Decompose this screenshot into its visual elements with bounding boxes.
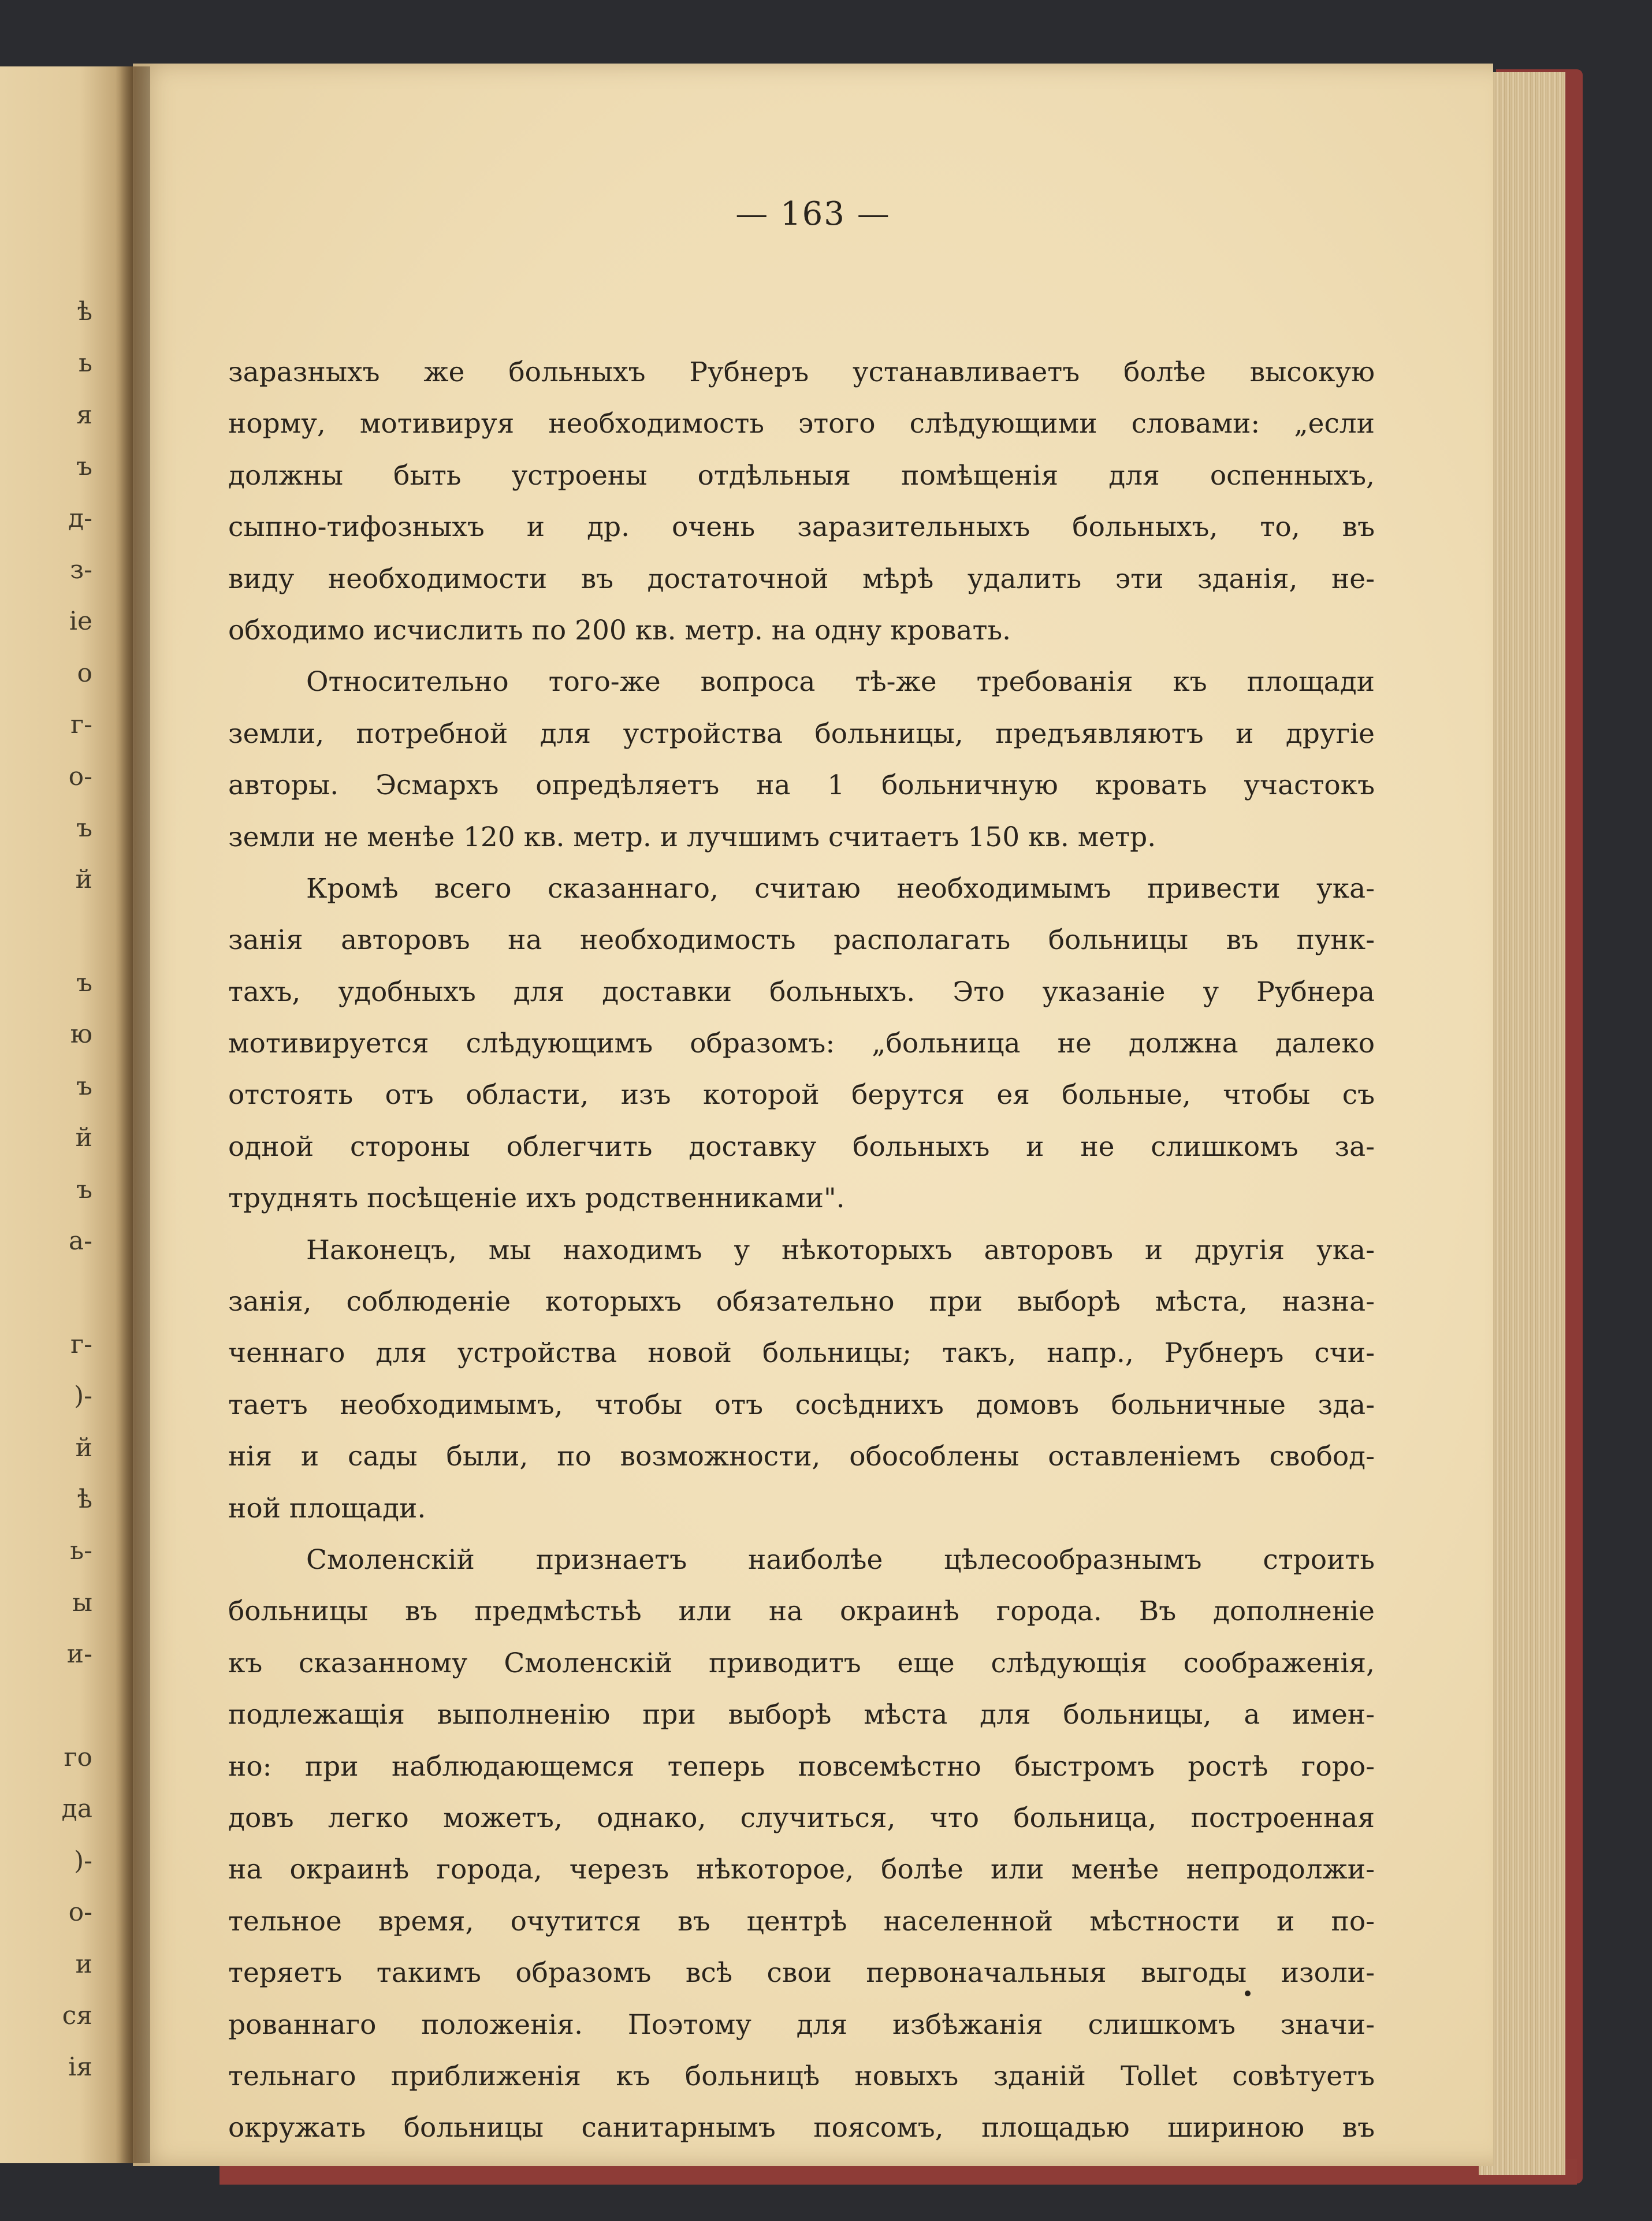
text-line: довъ легко можетъ, однако, случиться, что больница, построенная (228, 1802, 1375, 1834)
left-page-fragment: д- (68, 503, 92, 533)
left-page-fragment: и (75, 1949, 92, 1979)
left-page-fragment: ъ (76, 813, 92, 843)
text-line: отстоять отъ области, изъ которой берутся ея больные, чтобы съ (228, 1079, 1375, 1111)
text-line: тельное время, очутится въ центрѣ населенной мѣстности и по- (228, 1905, 1375, 1937)
left-page-fragment: )- (73, 1846, 92, 1876)
text-line: ченнаго для устройства новой больницы; такъ, напр., Рубнеръ счи- (228, 1337, 1375, 1370)
text-line: должны быть устроены отдѣльныя помѣщенія для оспенныхъ, (228, 459, 1375, 492)
text-line: Относительно того-же вопроса тѣ-же требованія къ площади (306, 666, 1375, 698)
left-page-fragment: ы (72, 1587, 92, 1617)
text-line: мотивируется слѣдующимъ образомъ: „больница не должна далеко (228, 1028, 1375, 1060)
left-page-fragment: ѣ (77, 297, 92, 326)
left-page-fragment: )- (73, 1381, 92, 1411)
paragraph (228, 1225, 1375, 1534)
left-page-fragment: ъ (76, 968, 92, 998)
text-line: тахъ, удобныхъ для доставки больныхъ. Это указаніе у Рубнера (228, 976, 1375, 1008)
left-page-line-fragments (0, 286, 92, 2093)
left-page-fragment: й (75, 1123, 92, 1153)
paragraph (228, 656, 1375, 863)
text-line: обходимо исчислить по 200 кв. метр. на одну кровать. (228, 614, 1011, 646)
paragraph (228, 347, 1375, 656)
text-line: труднять посѣщеніе ихъ родственниками". (228, 1182, 845, 1215)
left-page-fragment: й (75, 1433, 92, 1463)
right-page (133, 64, 1493, 2166)
text-line: рованнаго положенія. Поэтому для избѣжанія слишкомъ значи- (228, 2008, 1375, 2041)
text-line: земли, потребной для устройства больницы, предъявляютъ и другіе (228, 717, 1375, 750)
paragraph (228, 863, 1375, 1225)
ink-dot-mark (1245, 1991, 1251, 1996)
left-page-fragment: з- (70, 555, 92, 585)
left-page-fragment: ся (62, 2000, 92, 2030)
text-line: къ сказанному Смоленскій приводитъ еще слѣдующія соображенія, (228, 1647, 1375, 1679)
left-page-fragment: ю (70, 1020, 92, 1050)
page-number: — 163 — (735, 195, 891, 233)
text-line: тельнаго приближенія къ больницѣ новыхъ зданій Tollet совѣтуетъ (228, 2060, 1375, 2092)
text-line: нія и сады были, по возможности, обособлены оставленіемъ свобод- (228, 1441, 1375, 1473)
left-page-fragment: я (76, 400, 92, 430)
paragraph (228, 1534, 1375, 2154)
text-line: Кромѣ всего сказаннаго, считаю необходимымъ привести ука- (306, 872, 1375, 905)
text-line: таетъ необходимымъ, чтобы отъ сосѣднихъ домовъ больничные зда- (228, 1389, 1375, 1421)
left-page-fragment: й (75, 865, 92, 895)
text-line: заразныхъ же больныхъ Рубнеръ устанавливаетъ болѣе высокую (228, 356, 1375, 388)
left-page-fragment: и- (66, 1639, 92, 1669)
text-line: норму, мотивируя необходимость этого слѣдующими словами: „если (228, 408, 1375, 440)
text-line: но: при наблюдающемся теперь повсемѣстно быстромъ ростѣ горо- (228, 1750, 1375, 1783)
left-page-fragment: да (61, 1794, 92, 1824)
left-page-fragment (0, 906, 92, 957)
spine-gutter-shadow (116, 66, 150, 2163)
text-line: земли не менѣе 120 кв. метр. и лучшимъ считаетъ 150 кв. метр. (228, 821, 1156, 853)
left-page-fragment: г- (70, 1329, 92, 1359)
text-line: Смоленскій признаетъ наиболѣе цѣлесообразнымъ строить (306, 1543, 1375, 1576)
left-page-fragment: а- (68, 1226, 92, 1256)
text-line: занія, соблюденіе которыхъ обязательно при выборѣ мѣста, назна- (228, 1286, 1375, 1318)
left-page-fragment: ъ (76, 1071, 92, 1101)
text-line: подлежащія выполненію при выборѣ мѣста для больницы, а имен- (228, 1699, 1375, 1731)
text-line: на окраинѣ города, черезъ нѣкоторое, болѣе или менѣе непродолжи- (228, 1854, 1375, 1886)
left-page-fragment: ь (79, 348, 92, 378)
text-line: ной площади. (228, 1492, 426, 1524)
left-page-fragment: г- (70, 710, 92, 740)
left-page-fragment: ie (69, 607, 92, 637)
text-line: авторы. Эсмархъ опредѣляетъ на 1 больничную кровать участокъ (228, 769, 1375, 802)
left-page (0, 66, 133, 2163)
left-page-fragment: о (77, 658, 92, 688)
left-page-fragment: ія (68, 2052, 92, 2082)
text-line: Наконецъ, мы находимъ у нѣкоторыхъ авторовъ и другія ука- (306, 1234, 1375, 1266)
left-page-fragment: о- (68, 761, 92, 791)
left-page-fragment: го (64, 1742, 92, 1772)
text-line: теряетъ такимъ образомъ всѣ свои первоначальныя выгоды изоли- (228, 1957, 1375, 1989)
text-line: занія авторовъ на необходимость располагать больницы въ пунк- (228, 924, 1375, 957)
left-page-fragment (0, 1267, 92, 1318)
text-line: одной стороны облегчить доставку больныхъ и не слишкомъ за- (228, 1130, 1375, 1163)
page-text (228, 347, 1375, 2154)
left-page-fragment: ъ (76, 452, 92, 482)
left-page-fragment: ь- (70, 1536, 92, 1566)
left-page-fragment: ъ (76, 1174, 92, 1204)
text-line: больницы въ предмѣстьѣ или на окраинѣ города. Въ дополненіе (228, 1595, 1375, 1628)
text-line: окружать больницы санитарнымъ поясомъ, площадью шириною въ (228, 2112, 1375, 2144)
left-page-fragment: ѣ (77, 1484, 92, 1514)
left-page-fragment: о- (68, 1898, 92, 1928)
left-page-fragment (0, 1680, 92, 1732)
text-line: виду необходимости въ достаточной мѣрѣ удалить эти зданія, не- (228, 563, 1375, 595)
text-line: сыпно-тифозныхъ и др. очень заразительныхъ больныхъ, то, въ (228, 511, 1375, 544)
